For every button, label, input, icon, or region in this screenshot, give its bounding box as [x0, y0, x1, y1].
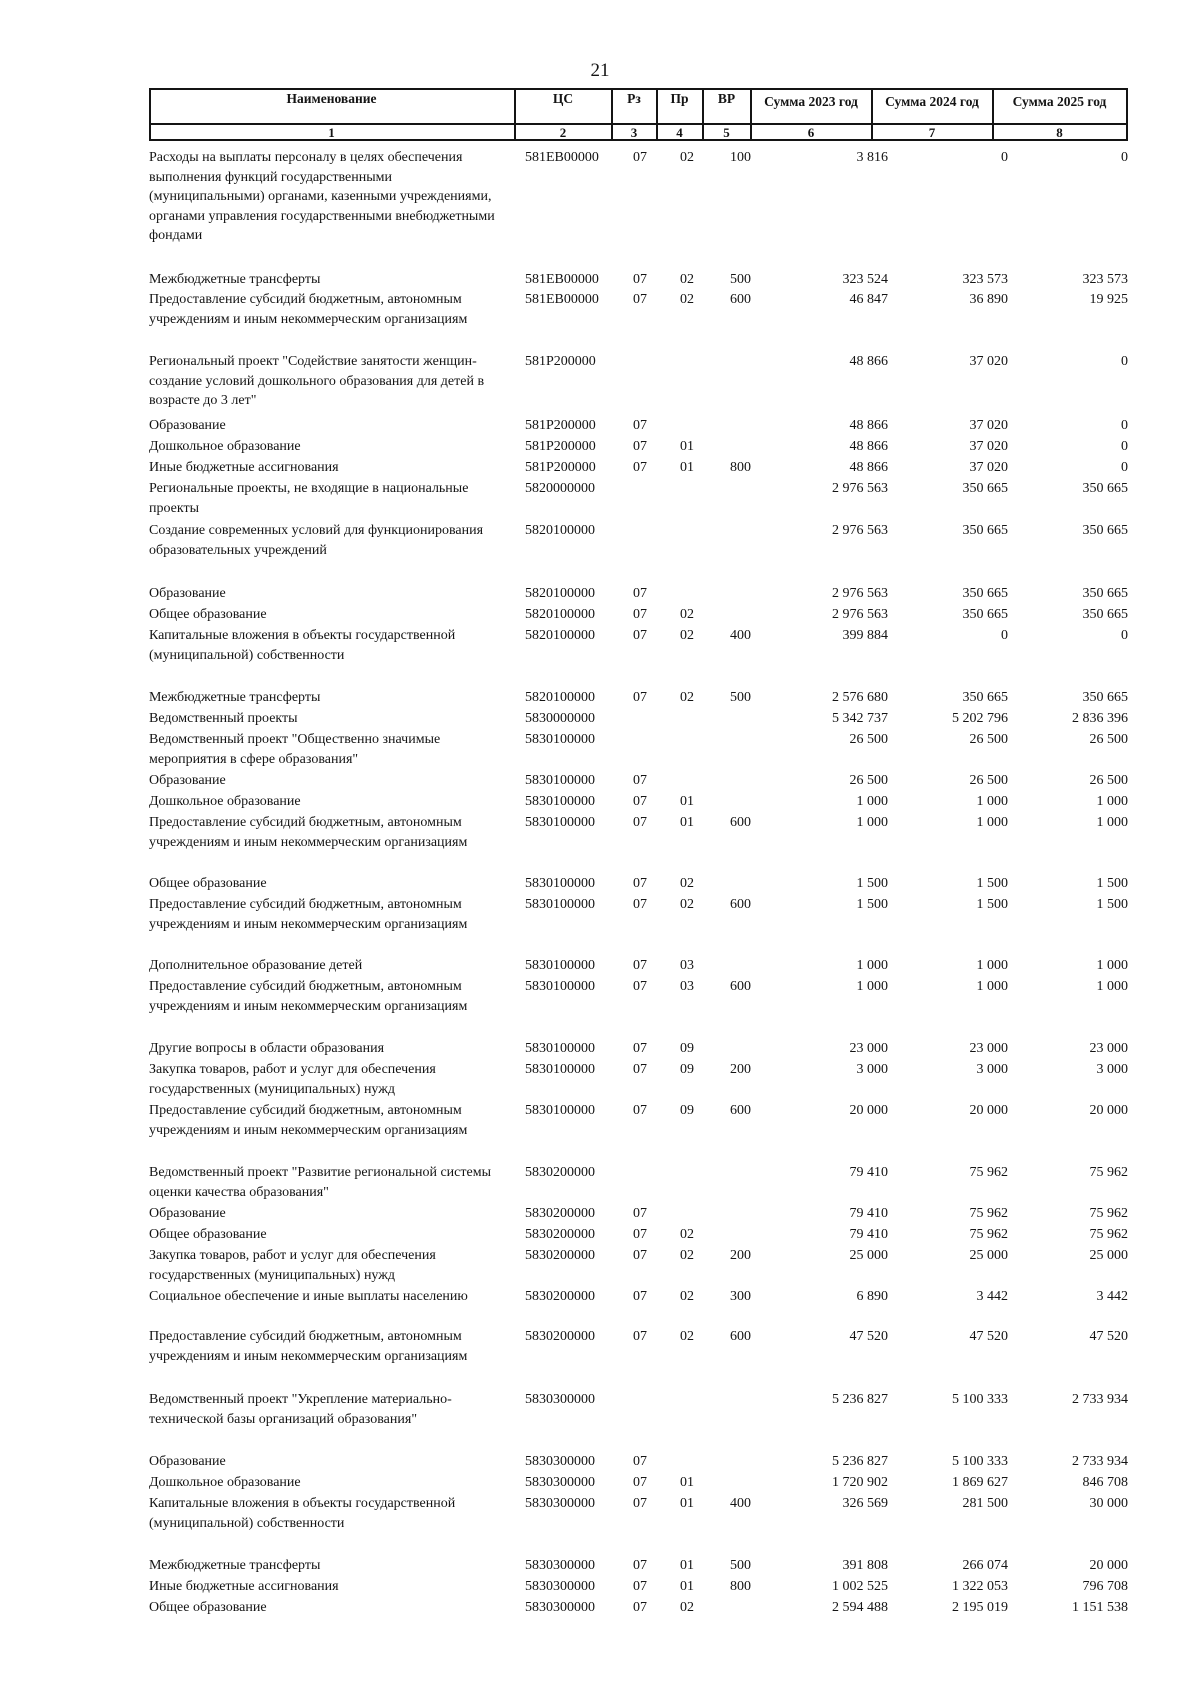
row-pr-cell: 02 — [680, 876, 694, 891]
row-cs-cell: 5830300000 — [525, 1496, 595, 1511]
row-rz-cell: 07 — [633, 958, 647, 973]
row-pr-cell: 01 — [680, 1496, 694, 1511]
row-sum-2024-cell: 0 — [1001, 628, 1008, 643]
row-sum-2025-cell: 1 151 538 — [1072, 1600, 1128, 1615]
row-sum-2025-cell: 1 500 — [1096, 897, 1128, 912]
row-sum-2023-cell: 79 410 — [849, 1206, 888, 1221]
row-sum-2024-cell: 37 020 — [969, 354, 1008, 369]
row-sum-2025-cell: 75 962 — [1089, 1227, 1128, 1242]
row-name-cell: Предоставление субсидий бюджетным, автономным учреждениям и иным некоммерческим организациям — [149, 979, 468, 1014]
column-number-3: 3 — [630, 125, 638, 140]
row-name-cell: Закупка товаров, работ и услуг для обеспечения государственных (муниципальных) нужд — [149, 1248, 436, 1283]
column-number-1: 1 — [328, 125, 335, 140]
row-sum-2024-cell: 37 020 — [969, 418, 1008, 433]
row-sum-2024-cell: 350 665 — [962, 690, 1008, 705]
row-sum-2023-cell: 3 816 — [856, 150, 888, 165]
row-sum-2023-cell: 48 866 — [849, 418, 888, 433]
row-cs-cell: 5830300000 — [525, 1454, 595, 1469]
row-cs-cell: 5830100000 — [525, 1041, 595, 1056]
row-sum-2025-cell: 350 665 — [1082, 481, 1128, 496]
row-cs-cell: 581ЕВ00000 — [525, 150, 599, 165]
row-sum-2023-cell: 1 000 — [856, 794, 888, 809]
row-sum-2024-cell: 75 962 — [969, 1206, 1008, 1221]
row-sum-2025-cell: 0 — [1121, 150, 1128, 165]
row-pr-cell: 01 — [680, 1475, 694, 1490]
row-sum-2024-cell: 3 442 — [976, 1289, 1008, 1304]
row-sum-2025-cell: 350 665 — [1082, 690, 1128, 705]
row-sum-2024-cell: 23 000 — [969, 1041, 1008, 1056]
row-name-cell: Социальное обеспечение и иные выплаты населению — [149, 1289, 468, 1304]
row-cs-cell: 5820100000 — [525, 586, 595, 601]
row-sum-2023-cell: 1 500 — [856, 876, 888, 891]
row-sum-2025-cell: 26 500 — [1089, 773, 1128, 788]
row-rz-cell: 07 — [633, 876, 647, 891]
row-sum-2024-cell: 75 962 — [969, 1227, 1008, 1242]
row-sum-2025-cell: 796 708 — [1082, 1579, 1128, 1594]
row-pr-cell: 02 — [680, 897, 694, 912]
row-name-cell: Общее образование — [149, 1600, 267, 1615]
row-pr-cell: 02 — [680, 150, 694, 165]
row-rz-cell: 07 — [633, 815, 647, 830]
row-rz-cell: 07 — [633, 794, 647, 809]
row-vr-cell: 200 — [730, 1062, 751, 1077]
row-cs-cell: 5830300000 — [525, 1600, 595, 1615]
header-sum-2023: Сумма 2023 год — [764, 94, 858, 109]
row-pr-cell: 09 — [680, 1103, 694, 1118]
row-name-cell: Расходы на выплаты персоналу в целях обеспечения выполнения функций государственными (муниципальными) органами, казенными учреждениями, органами управления государственными внебюджетными фондами — [149, 150, 495, 243]
row-pr-cell: 09 — [680, 1062, 694, 1077]
row-cs-cell: 5830200000 — [525, 1289, 595, 1304]
row-rz-cell: 07 — [633, 690, 647, 705]
row-name-cell: Межбюджетные трансферты — [149, 1558, 321, 1573]
row-vr-cell: 500 — [730, 272, 751, 287]
row-rz-cell: 07 — [633, 1579, 647, 1594]
row-pr-cell: 01 — [680, 1558, 694, 1573]
row-name-cell: Региональный проект "Содействие занятости женщин-создание условий дошкольного образования для детей в возрасте до 3 лет" — [149, 354, 485, 408]
row-rz-cell: 07 — [633, 418, 647, 433]
row-rz-cell: 07 — [633, 1289, 647, 1304]
row-sum-2023-cell: 26 500 — [849, 732, 888, 747]
row-sum-2023-cell: 79 410 — [849, 1227, 888, 1242]
row-vr-cell: 600 — [730, 1329, 751, 1344]
header-rz: Рз — [627, 91, 641, 106]
row-sum-2023-cell: 3 000 — [856, 1062, 888, 1077]
row-sum-2023-cell: 47 520 — [849, 1329, 888, 1344]
row-sum-2025-cell: 1 000 — [1096, 958, 1128, 973]
row-cs-cell: 5820100000 — [525, 690, 595, 705]
row-sum-2023-cell: 46 847 — [849, 292, 888, 307]
row-vr-cell: 100 — [730, 150, 751, 165]
row-cs-cell: 5820100000 — [525, 607, 595, 622]
row-vr-cell: 600 — [730, 815, 751, 830]
row-pr-cell: 03 — [680, 979, 694, 994]
row-name-cell: Предоставление субсидий бюджетным, автономным учреждениям и иным некоммерческим организациям — [149, 1329, 468, 1364]
row-sum-2024-cell: 3 000 — [976, 1062, 1008, 1077]
row-name-cell: Закупка товаров, работ и услуг для обеспечения государственных (муниципальных) нужд — [149, 1062, 436, 1097]
row-cs-cell: 5830200000 — [525, 1165, 595, 1180]
row-sum-2025-cell: 19 925 — [1089, 292, 1128, 307]
row-sum-2025-cell: 0 — [1121, 460, 1128, 475]
row-sum-2025-cell: 3 442 — [1096, 1289, 1128, 1304]
row-sum-2023-cell: 1 000 — [856, 979, 888, 994]
row-sum-2023-cell: 391 808 — [842, 1558, 888, 1573]
row-sum-2024-cell: 47 520 — [969, 1329, 1008, 1344]
row-pr-cell: 02 — [680, 1227, 694, 1242]
row-cs-cell: 5820100000 — [525, 628, 595, 643]
row-rz-cell: 07 — [633, 272, 647, 287]
row-name-cell: Образование — [149, 418, 226, 433]
row-name-cell: Дошкольное образование — [149, 1475, 301, 1490]
row-rz-cell: 07 — [633, 1329, 647, 1344]
row-sum-2024-cell: 37 020 — [969, 439, 1008, 454]
row-rz-cell: 07 — [633, 1103, 647, 1118]
row-rz-cell: 07 — [633, 979, 647, 994]
row-vr-cell: 200 — [730, 1248, 751, 1263]
row-vr-cell: 800 — [730, 460, 751, 475]
row-sum-2024-cell: 5 100 333 — [952, 1392, 1008, 1407]
header-pr: Пр — [670, 91, 689, 106]
row-sum-2025-cell: 2 733 934 — [1072, 1392, 1128, 1407]
row-sum-2024-cell: 1 000 — [976, 979, 1008, 994]
row-cs-cell: 5830300000 — [525, 1392, 595, 1407]
row-vr-cell: 600 — [730, 292, 751, 307]
row-sum-2024-cell: 1 000 — [976, 815, 1008, 830]
row-sum-2024-cell: 2 195 019 — [952, 1600, 1008, 1615]
row-rz-cell: 07 — [633, 1475, 647, 1490]
row-cs-cell: 581ЕВ00000 — [525, 292, 599, 307]
row-pr-cell: 09 — [680, 1041, 694, 1056]
row-pr-cell: 01 — [680, 460, 694, 475]
row-sum-2024-cell: 5 100 333 — [952, 1454, 1008, 1469]
row-cs-cell: 5830100000 — [525, 958, 595, 973]
row-sum-2023-cell: 26 500 — [849, 773, 888, 788]
column-number-2: 2 — [559, 125, 567, 140]
row-cs-cell: 581Р200000 — [525, 439, 596, 454]
row-sum-2023-cell: 326 569 — [842, 1496, 888, 1511]
row-sum-2025-cell: 0 — [1121, 439, 1128, 454]
row-sum-2023-cell: 23 000 — [849, 1041, 888, 1056]
row-sum-2024-cell: 350 665 — [962, 607, 1008, 622]
row-sum-2023-cell: 25 000 — [849, 1248, 888, 1263]
row-sum-2025-cell: 2 836 396 — [1072, 711, 1128, 726]
row-sum-2024-cell: 1 869 627 — [952, 1475, 1008, 1490]
row-sum-2025-cell: 2 733 934 — [1072, 1454, 1128, 1469]
row-pr-cell: 01 — [680, 815, 694, 830]
row-sum-2023-cell: 399 884 — [842, 628, 888, 643]
row-rz-cell: 07 — [633, 150, 647, 165]
row-sum-2023-cell: 5 236 827 — [832, 1392, 888, 1407]
row-sum-2025-cell: 1 500 — [1096, 876, 1128, 891]
row-sum-2025-cell: 26 500 — [1089, 732, 1128, 747]
row-name-cell: Образование — [149, 1206, 226, 1221]
row-sum-2024-cell: 75 962 — [969, 1165, 1008, 1180]
row-sum-2023-cell: 1 000 — [856, 958, 888, 973]
row-cs-cell: 5830100000 — [525, 1062, 595, 1077]
row-sum-2025-cell: 846 708 — [1082, 1475, 1128, 1490]
header-sum-2024: Сумма 2024 год — [885, 94, 979, 109]
row-name-cell: Иные бюджетные ассигнования — [149, 460, 339, 475]
row-rz-cell: 07 — [633, 1600, 647, 1615]
row-sum-2024-cell: 350 665 — [962, 586, 1008, 601]
row-sum-2023-cell: 48 866 — [849, 354, 888, 369]
header-vr: ВР — [717, 91, 736, 106]
row-sum-2025-cell: 75 962 — [1089, 1206, 1128, 1221]
row-vr-cell: 400 — [730, 1496, 751, 1511]
row-cs-cell: 581Р200000 — [525, 354, 596, 369]
row-sum-2024-cell: 1 000 — [976, 794, 1008, 809]
row-pr-cell: 02 — [680, 1600, 694, 1615]
row-cs-cell: 5830100000 — [525, 815, 595, 830]
row-cs-cell: 5830000000 — [525, 711, 595, 726]
row-sum-2023-cell: 1 720 902 — [832, 1475, 888, 1490]
row-name-cell: Создание современных условий для функционирования образовательных учреждений — [149, 523, 484, 558]
row-rz-cell: 07 — [633, 1248, 647, 1263]
row-cs-cell: 5830100000 — [525, 794, 595, 809]
row-sum-2024-cell: 26 500 — [969, 732, 1008, 747]
column-number-4: 4 — [676, 125, 683, 140]
row-name-cell: Иные бюджетные ассигнования — [149, 1579, 339, 1594]
row-sum-2024-cell: 1 000 — [976, 958, 1008, 973]
row-sum-2025-cell: 47 520 — [1089, 1329, 1128, 1344]
row-sum-2024-cell: 350 665 — [962, 481, 1008, 496]
row-name-cell: Межбюджетные трансферты — [149, 272, 321, 287]
row-pr-cell: 02 — [680, 1329, 694, 1344]
row-name-cell: Дошкольное образование — [149, 439, 301, 454]
row-sum-2024-cell: 5 202 796 — [952, 711, 1008, 726]
row-sum-2024-cell: 1 500 — [976, 876, 1008, 891]
row-cs-cell: 5830200000 — [525, 1206, 595, 1221]
row-sum-2023-cell: 5 236 827 — [832, 1454, 888, 1469]
row-sum-2025-cell: 0 — [1121, 418, 1128, 433]
row-sum-2023-cell: 2 976 563 — [832, 607, 888, 622]
row-rz-cell: 07 — [633, 1454, 647, 1469]
row-pr-cell: 02 — [680, 690, 694, 705]
row-sum-2023-cell: 2 576 680 — [832, 690, 888, 705]
row-pr-cell: 01 — [680, 1579, 694, 1594]
row-pr-cell: 01 — [680, 794, 694, 809]
row-sum-2025-cell: 1 000 — [1096, 979, 1128, 994]
row-rz-cell: 07 — [633, 628, 647, 643]
row-name-cell: Дополнительное образование детей — [149, 958, 363, 973]
row-name-cell: Предоставление субсидий бюджетным, автономным учреждениям и иным некоммерческим организациям — [149, 815, 468, 850]
row-rz-cell: 07 — [633, 773, 647, 788]
row-sum-2023-cell: 5 342 737 — [832, 711, 888, 726]
page-number: 21 — [590, 60, 610, 81]
row-name-cell: Образование — [149, 586, 226, 601]
row-cs-cell: 5830300000 — [525, 1579, 595, 1594]
row-sum-2025-cell: 75 962 — [1089, 1165, 1128, 1180]
row-sum-2025-cell: 30 000 — [1089, 1496, 1128, 1511]
row-sum-2023-cell: 1 500 — [856, 897, 888, 912]
row-cs-cell: 5830100000 — [525, 1103, 595, 1118]
row-cs-cell: 581Р200000 — [525, 460, 596, 475]
row-sum-2025-cell: 3 000 — [1096, 1062, 1128, 1077]
row-sum-2023-cell: 2 976 563 — [832, 586, 888, 601]
row-vr-cell: 500 — [730, 690, 751, 705]
row-sum-2025-cell: 23 000 — [1089, 1041, 1128, 1056]
row-name-cell: Межбюджетные трансферты — [149, 690, 321, 705]
row-sum-2025-cell: 20 000 — [1089, 1103, 1128, 1118]
row-rz-cell: 07 — [633, 1227, 647, 1242]
row-sum-2025-cell: 0 — [1121, 354, 1128, 369]
row-sum-2024-cell: 25 000 — [969, 1248, 1008, 1263]
row-sum-2023-cell: 20 000 — [849, 1103, 888, 1118]
row-sum-2024-cell: 281 500 — [962, 1496, 1008, 1511]
row-name-cell: Другие вопросы в области образования — [149, 1041, 385, 1056]
row-rz-cell: 07 — [633, 1041, 647, 1056]
row-cs-cell: 5820000000 — [525, 481, 595, 496]
row-rz-cell: 07 — [633, 586, 647, 601]
row-sum-2023-cell: 2 594 488 — [832, 1600, 888, 1615]
row-rz-cell: 07 — [633, 1062, 647, 1077]
row-vr-cell: 600 — [730, 979, 751, 994]
row-cs-cell: 5820100000 — [525, 523, 595, 538]
row-name-cell: Ведомственный проект "Укрепление материально-технической базы организаций образования" — [149, 1392, 452, 1427]
row-cs-cell: 5830100000 — [525, 897, 595, 912]
row-sum-2024-cell: 37 020 — [969, 460, 1008, 475]
row-rz-cell: 07 — [633, 1496, 647, 1511]
row-sum-2024-cell: 0 — [1001, 150, 1008, 165]
row-rz-cell: 07 — [633, 607, 647, 622]
header-cs: ЦС — [552, 91, 574, 106]
row-sum-2023-cell: 323 524 — [842, 272, 888, 287]
row-name-cell: Предоставление субсидий бюджетным, автономным учреждениям и иным некоммерческим организациям — [149, 292, 468, 327]
row-sum-2023-cell: 6 890 — [856, 1289, 888, 1304]
row-name-cell: Общее образование — [149, 876, 267, 891]
row-sum-2025-cell: 350 665 — [1082, 586, 1128, 601]
row-sum-2024-cell: 26 500 — [969, 773, 1008, 788]
row-sum-2024-cell: 350 665 — [962, 523, 1008, 538]
row-pr-cell: 02 — [680, 607, 694, 622]
row-sum-2024-cell: 36 890 — [969, 292, 1008, 307]
row-rz-cell: 07 — [633, 1558, 647, 1573]
row-sum-2023-cell: 1 002 525 — [832, 1579, 888, 1594]
row-sum-2024-cell: 323 573 — [962, 272, 1008, 287]
row-cs-cell: 5830100000 — [525, 773, 595, 788]
row-cs-cell: 5830200000 — [525, 1248, 595, 1263]
row-name-cell: Капитальные вложения в объекты государственной (муниципальной) собственности — [149, 628, 456, 663]
column-number-8: 8 — [1056, 125, 1063, 140]
row-cs-cell: 581Р200000 — [525, 418, 596, 433]
row-name-cell: Ведомственный проекты — [149, 711, 298, 726]
row-rz-cell: 07 — [633, 292, 647, 307]
row-vr-cell: 600 — [730, 1103, 751, 1118]
row-sum-2023-cell: 48 866 — [849, 439, 888, 454]
row-sum-2023-cell: 1 000 — [856, 815, 888, 830]
row-cs-cell: 5830200000 — [525, 1227, 595, 1242]
column-number-5: 5 — [723, 125, 730, 140]
row-pr-cell: 02 — [680, 1248, 694, 1263]
row-vr-cell: 600 — [730, 897, 751, 912]
row-sum-2023-cell: 79 410 — [849, 1165, 888, 1180]
row-pr-cell: 02 — [680, 292, 694, 307]
row-name-cell: Общее образование — [149, 1227, 267, 1242]
header-name: Наименование — [286, 91, 377, 106]
row-sum-2023-cell: 2 976 563 — [832, 481, 888, 496]
row-name-cell: Капитальные вложения в объекты государственной (муниципальной) собственности — [149, 1496, 456, 1531]
row-vr-cell: 800 — [730, 1579, 751, 1594]
row-sum-2025-cell: 323 573 — [1082, 272, 1128, 287]
row-name-cell: Дошкольное образование — [149, 794, 301, 809]
row-pr-cell: 02 — [680, 272, 694, 287]
row-pr-cell: 01 — [680, 439, 694, 454]
row-pr-cell: 03 — [680, 958, 694, 973]
row-sum-2025-cell: 0 — [1121, 628, 1128, 643]
row-sum-2025-cell: 25 000 — [1089, 1248, 1128, 1263]
row-rz-cell: 07 — [633, 1206, 647, 1221]
row-sum-2023-cell: 48 866 — [849, 460, 888, 475]
row-cs-cell: 5830200000 — [525, 1329, 595, 1344]
row-pr-cell: 02 — [680, 628, 694, 643]
row-cs-cell: 5830300000 — [525, 1558, 595, 1573]
row-name-cell: Ведомственный проект "Развитие региональной системы оценки качества образования" — [149, 1165, 491, 1200]
column-number-7: 7 — [928, 125, 936, 140]
row-cs-cell: 5830100000 — [525, 732, 595, 747]
row-cs-cell: 581ЕВ00000 — [525, 272, 599, 287]
row-sum-2025-cell: 350 665 — [1082, 607, 1128, 622]
row-sum-2025-cell: 350 665 — [1082, 523, 1128, 538]
row-name-cell: Образование — [149, 1454, 226, 1469]
row-rz-cell: 07 — [633, 897, 647, 912]
row-vr-cell: 500 — [730, 1558, 751, 1573]
row-name-cell: Ведомственный проект "Общественно значимые мероприятия в сфере образования" — [149, 732, 441, 767]
row-sum-2024-cell: 1 322 053 — [952, 1579, 1008, 1594]
row-name-cell: Предоставление субсидий бюджетным, автономным учреждениям и иным некоммерческим организациям — [149, 897, 468, 932]
row-sum-2025-cell: 1 000 — [1096, 794, 1128, 809]
row-pr-cell: 02 — [680, 1289, 694, 1304]
row-vr-cell: 400 — [730, 628, 751, 643]
header-sum-2025: Сумма 2025 год — [1012, 94, 1107, 109]
row-sum-2024-cell: 1 500 — [976, 897, 1008, 912]
row-sum-2024-cell: 20 000 — [969, 1103, 1008, 1118]
column-number-6: 6 — [807, 125, 815, 140]
row-sum-2023-cell: 2 976 563 — [832, 523, 888, 538]
row-rz-cell: 07 — [633, 439, 647, 454]
row-name-cell: Предоставление субсидий бюджетным, автономным учреждениям и иным некоммерческим организациям — [149, 1103, 468, 1138]
row-name-cell: Общее образование — [149, 607, 267, 622]
row-name-cell: Образование — [149, 773, 226, 788]
row-name-cell: Региональные проекты, не входящие в национальные проекты — [149, 481, 469, 516]
row-cs-cell: 5830100000 — [525, 876, 595, 891]
row-sum-2025-cell: 20 000 — [1089, 1558, 1128, 1573]
row-cs-cell: 5830100000 — [525, 979, 595, 994]
row-sum-2024-cell: 266 074 — [962, 1558, 1008, 1573]
row-sum-2025-cell: 1 000 — [1096, 815, 1128, 830]
row-rz-cell: 07 — [633, 460, 647, 475]
row-cs-cell: 5830300000 — [525, 1475, 595, 1490]
row-vr-cell: 300 — [730, 1289, 751, 1304]
